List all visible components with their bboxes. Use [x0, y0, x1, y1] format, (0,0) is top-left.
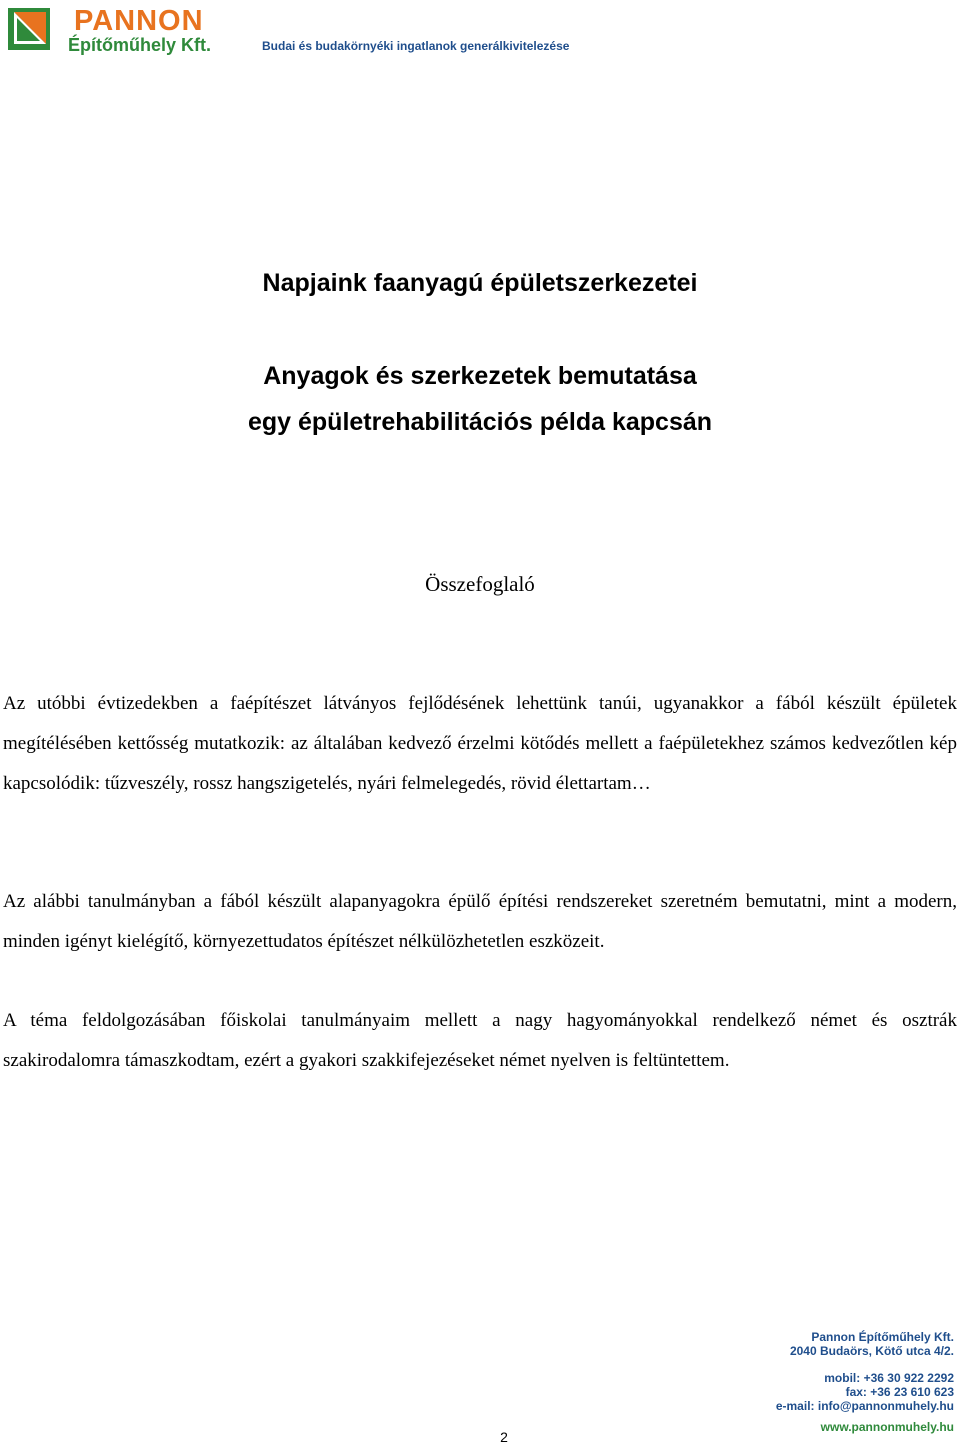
document-title: Napjaink faanyagú épületszerkezetei — [262, 269, 698, 297]
page-number: 2 — [500, 1429, 508, 1445]
paragraph-intro: Az utóbbi évtizedekben a faépítészet látványos fejlődésének lehettünk tanúi, ugyanakkor a fából készült épületek megítélésében kettősség mutatkozik: az általában kedvező érzelmi kötődés mellett a faépületekhez számos kedvezőtlen kép kapcsolódik: tűzveszély, rossz hangszigetelés, nyári felmelegedés, rövid élettartam… — [3, 693, 957, 794]
footer-website: www.pannonmuhely.hu — [820, 1420, 954, 1434]
paragraph-sources: A téma feldolgozásában főiskolai tanulmányaim mellett a nagy hagyományokkal rendelkező német és osztrák szakirodalomra támaszkodtam, ezért a gyakori szakkifejezéseket német nyelven is feltüntettem. — [3, 1010, 957, 1071]
brand-subtitle: Építőműhely Kft. — [68, 35, 211, 55]
letterhead — [8, 6, 628, 56]
footer-mobile: mobil: +36 30 922 2292 — [824, 1371, 954, 1385]
paragraph-purpose: Az alábbi tanulmányban a fából készült alapanyagokra épülő építési rendszereket szeretném bemutatni, mint a modern, minden igényt kielégítő, környezettudatos építészet nélkülözhetetlen eszközeit. — [3, 891, 957, 952]
footer-address: 2040 Budaörs, Kötő utca 4/2. — [789, 1344, 954, 1358]
footer-fax: fax: +36 23 610 623 — [845, 1385, 954, 1399]
footer-email: e-mail: info@pannonmuhely.hu — [775, 1399, 954, 1413]
summary-heading: Összefoglaló — [425, 572, 535, 596]
document-subtitle-line-2: egy épületrehabilitációs példa kapcsán — [247, 408, 713, 436]
document-subtitle-line-1: Anyagok és szerkezetek bemutatása — [263, 362, 697, 390]
pannon-logo-icon — [8, 8, 50, 50]
footer-contact — [734, 1330, 954, 1434]
brand-tagline: Budai és budakörnyéki ingatlanok generálkivitelezése — [262, 39, 570, 53]
footer-company: Pannon Építőműhely Kft. — [811, 1330, 954, 1344]
brand-name: PANNON — [74, 5, 204, 37]
